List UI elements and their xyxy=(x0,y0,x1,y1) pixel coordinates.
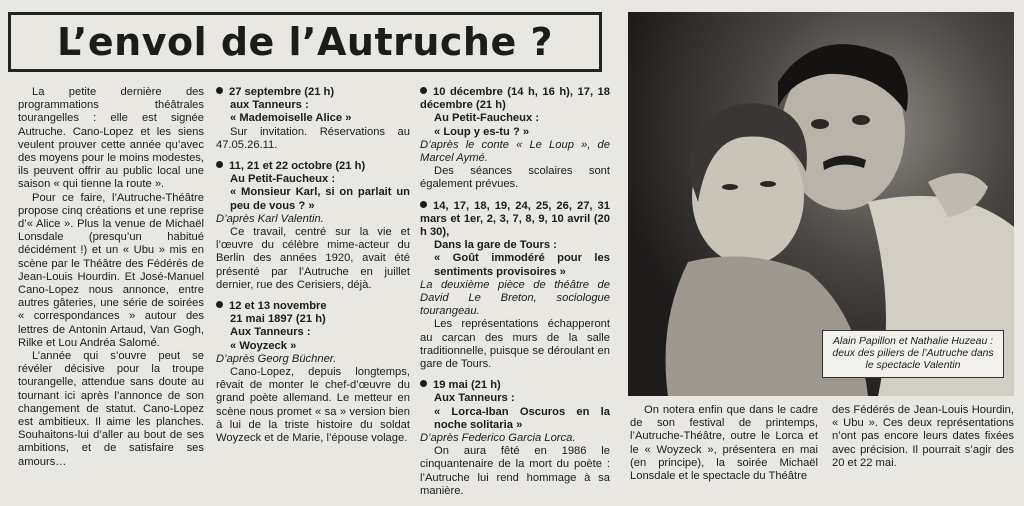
bullet-icon xyxy=(420,201,427,208)
event-note: On aura fêté en 1986 le cinquantenaire de la mort du poète : l’Autruche lui rend hommage à sa manière. xyxy=(420,445,610,497)
event-title: « Loup y es-tu ? » xyxy=(434,125,530,138)
article-column-1 xyxy=(18,86,204,469)
bullet-icon xyxy=(420,380,427,387)
event-date-2: 21 mai 1897 (21 h) xyxy=(230,313,326,326)
event-entry xyxy=(420,86,610,192)
article-column-4 xyxy=(630,404,818,483)
event-venue: Au Petit-Faucheux : xyxy=(230,173,336,186)
event-note: Ce travail, centré sur la vie et l’œuvre du célèbre mime-acteur du Berlin des années 1920, avait été présenté par l’Autruche en juillet dernier, rue des Cerisiers, déjà. xyxy=(216,226,410,291)
bullet-icon xyxy=(216,301,223,308)
event-date: 19 mai (21 h) xyxy=(433,379,501,392)
event-entry xyxy=(216,86,410,152)
headline-box xyxy=(8,12,602,72)
event-source: D’après Federico Garcia Lorca. xyxy=(420,432,576,445)
article-column-5 xyxy=(832,404,1014,470)
article-column-2 xyxy=(216,86,410,453)
event-note: Cano-Lopez, depuis longtemps, rêvait de monter le chef-d’œuvre du grand poète allemand. Le metteur en scène nous promet « sa » version bien à lui de la triste histoire du soldat Woyzeck et de Marie, l’épouse volage. xyxy=(216,366,410,445)
event-source: D’après le conte « Le Loup », de Marcel Aymé. xyxy=(420,138,610,165)
event-note: Des séances scolaires sont également prévues. xyxy=(420,165,610,191)
paragraph: La petite dernière des programmations théâtrales tourangelles : elle est signée Autruche. Cano-Lopez et les siens veulent prouver cette année qu’avec des moyens pour le moins modestes, ils peuvent offrir au public local une saison « qui tienne la route ». xyxy=(18,86,204,191)
event-date: 27 septembre (21 h) xyxy=(229,86,335,98)
event-venue: aux Tanneurs : xyxy=(230,99,309,112)
event-title: « Woyzeck » xyxy=(230,339,297,352)
event-entry xyxy=(420,200,610,372)
photo-caption: Alain Papillon et Nathalie Huzeau : deux des piliers de l’Autruche dans le spectacle Valentin xyxy=(822,330,1004,378)
event-title: « Lorca-Iban Oscuros en la noche solitaria » xyxy=(434,405,610,431)
event-note: Les représentations échapperont au carcan des murs de la salle traditionnelle, puisque se déroulant en gare de Tours. xyxy=(420,318,610,371)
event-venue: Aux Tanneurs : xyxy=(434,392,515,405)
paragraph: Pour ce faire, l’Autruche-Théâtre propose cinq créations et une reprise d’« Alice ». Plus la venue de Michaël Lonsdale (presqu’un habitué décidément !) et un « Ubu » mis en scène par le Théâtre des Fédérés de Jean-Louis Hourdin. Et José-Manuel Cano-Lopez nous annonce, entre autres gâteries, une série de soirées « correspondances » autour des lettres de Antonin Artaud, Van Gogh, Rilke et Lou Andréa Salomé. xyxy=(18,191,204,349)
event-entry xyxy=(216,160,410,292)
event-date: 14, 17, 18, 19, 24, 25, 26, 27, 31 mars et 1er, 2, 3, 7, 8, 9, 10 avril (20 h 30), xyxy=(420,199,610,239)
headline: L’envol de l’Autruche ? xyxy=(56,20,554,64)
event-venue: Aux Tanneurs : xyxy=(230,326,311,339)
paragraph: des Fédérés de Jean-Louis Hourdin, « Ubu ». Ces deux représentations n’ont pas encore leurs dates fixées avec précision. Il pourrait s’agir des 20 et 22 mai. xyxy=(832,404,1014,469)
paragraph: L’année qui s’ouvre peut se révéler décisive pour la troupe tourangelle, attendue sans doute au tournant ici après l’annonce de son changement de statut. Cano-Lopez est ambitieux. Il aime les planches. Souhaitons-lui d’aller au bout de ses ambitions, et de satisfaire ses amours… xyxy=(18,350,204,468)
event-entry xyxy=(216,300,410,445)
event-source: D’après Karl Valentin. xyxy=(216,212,324,225)
event-date: 12 et 13 novembre xyxy=(229,300,327,313)
event-source: La deuxième pièce de théâtre de David Le Breton, sociologue tourangeau. xyxy=(420,278,610,318)
paragraph: On notera enfin que dans le cadre de son festival de printemps, l’Autruche-Théâtre, outre le Lorca et le « Woyzeck », présentera en mai (en principe), la soirée Michaël Lonsdale et le spectacle du Théâtre xyxy=(630,404,818,483)
event-venue: Au Petit-Faucheux : xyxy=(434,112,540,125)
event-title: « Mademoiselle Alice » xyxy=(230,112,352,125)
event-venue: Dans la gare de Tours : xyxy=(434,239,557,252)
bullet-icon xyxy=(420,87,427,94)
event-title: « Goût immodéré pour les sentiments provisoires » xyxy=(434,252,610,278)
article-photo xyxy=(628,12,1014,396)
event-note: Sur invitation. Réservations au 47.05.26.11. xyxy=(216,125,410,151)
event-source: D’après Georg Büchner. xyxy=(216,352,337,365)
article-column-3 xyxy=(420,86,610,506)
bullet-icon xyxy=(216,161,223,168)
event-date: 10 décembre (14 h, 16 h), 17, 18 décembre (21 h) xyxy=(420,86,610,112)
bullet-icon xyxy=(216,87,223,94)
event-title: « Monsieur Karl, si on parlait un peu de vous ? » xyxy=(230,186,410,212)
event-entry xyxy=(420,379,610,498)
event-date: 11, 21 et 22 octobre (21 h) xyxy=(229,160,366,173)
